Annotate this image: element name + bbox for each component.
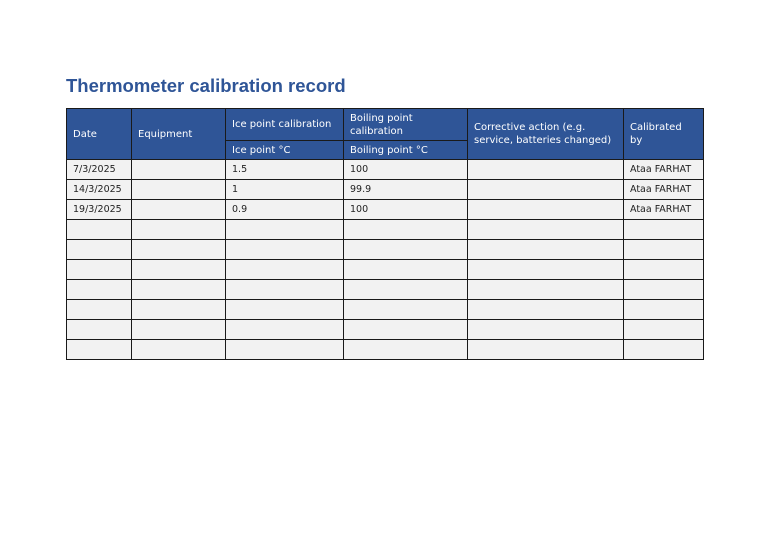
corrective-action-cell[interactable]	[468, 160, 624, 180]
date-cell[interactable]	[67, 240, 132, 260]
calibrated-by-cell[interactable]	[624, 280, 704, 300]
corrective-action-cell[interactable]	[468, 180, 624, 200]
date-cell[interactable]	[67, 320, 132, 340]
ice-point-cell[interactable]	[226, 260, 344, 280]
corrective-action-cell[interactable]	[468, 220, 624, 240]
ice-point-cell[interactable]: 1	[226, 180, 344, 200]
table-row	[67, 280, 704, 300]
header-corrective-action: Corrective action (e.g. service, batteries changed)	[468, 109, 624, 160]
boiling-point-cell[interactable]	[344, 320, 468, 340]
header-calibrated-by: Calibrated by	[624, 109, 704, 160]
equipment-cell[interactable]	[132, 300, 226, 320]
date-cell[interactable]	[67, 220, 132, 240]
ice-point-cell[interactable]	[226, 300, 344, 320]
date-cell[interactable]	[67, 280, 132, 300]
header-row	[67, 109, 704, 141]
table-row	[67, 260, 704, 280]
table-row	[67, 180, 704, 200]
table-row	[67, 220, 704, 240]
header-ice-point-group: Ice point calibration	[226, 109, 344, 141]
calibrated-by-cell[interactable]	[624, 240, 704, 260]
corrective-action-cell[interactable]	[468, 200, 624, 220]
equipment-cell[interactable]	[132, 260, 226, 280]
table-body	[67, 160, 704, 360]
table-header	[67, 109, 704, 160]
page-title: Thermometer calibration record	[66, 75, 346, 96]
table-row	[67, 340, 704, 360]
equipment-cell[interactable]	[132, 180, 226, 200]
date-cell[interactable]: 14/3/2025	[67, 180, 132, 200]
equipment-cell[interactable]	[132, 160, 226, 180]
ice-point-cell[interactable]	[226, 220, 344, 240]
calibrated-by-cell[interactable]	[624, 220, 704, 240]
table-row	[67, 300, 704, 320]
equipment-cell[interactable]	[132, 240, 226, 260]
boiling-point-cell[interactable]	[344, 260, 468, 280]
equipment-cell[interactable]	[132, 200, 226, 220]
header-date: Date	[67, 109, 132, 160]
boiling-point-cell[interactable]: 99.9	[344, 180, 468, 200]
table-row	[67, 200, 704, 220]
header-boiling-point-group: Boiling point calibration	[344, 109, 468, 141]
table-row	[67, 160, 704, 180]
header-boiling-point-celsius: Boiling point °C	[344, 141, 468, 160]
corrective-action-cell[interactable]	[468, 300, 624, 320]
ice-point-cell[interactable]	[226, 340, 344, 360]
ice-point-cell[interactable]: 1.5	[226, 160, 344, 180]
header-equipment: Equipment	[132, 109, 226, 160]
boiling-point-cell[interactable]	[344, 340, 468, 360]
boiling-point-cell[interactable]	[344, 280, 468, 300]
corrective-action-cell[interactable]	[468, 240, 624, 260]
boiling-point-cell[interactable]	[344, 220, 468, 240]
header-ice-point-celsius: Ice point °C	[226, 141, 344, 160]
calibrated-by-cell[interactable]: Ataa FARHAT	[624, 160, 704, 180]
date-cell[interactable]: 19/3/2025	[67, 200, 132, 220]
table-row	[67, 320, 704, 340]
boiling-point-cell[interactable]: 100	[344, 200, 468, 220]
ice-point-cell[interactable]	[226, 320, 344, 340]
boiling-point-cell[interactable]	[344, 300, 468, 320]
calibrated-by-cell[interactable]	[624, 260, 704, 280]
ice-point-cell[interactable]: 0.9	[226, 200, 344, 220]
calibrated-by-cell[interactable]	[624, 340, 704, 360]
date-cell[interactable]: 7/3/2025	[67, 160, 132, 180]
calibrated-by-cell[interactable]: Ataa FARHAT	[624, 200, 704, 220]
equipment-cell[interactable]	[132, 280, 226, 300]
corrective-action-cell[interactable]	[468, 260, 624, 280]
equipment-cell[interactable]	[132, 340, 226, 360]
corrective-action-cell[interactable]	[468, 340, 624, 360]
calibrated-by-cell[interactable]	[624, 320, 704, 340]
date-cell[interactable]	[67, 300, 132, 320]
boiling-point-cell[interactable]: 100	[344, 160, 468, 180]
ice-point-cell[interactable]	[226, 240, 344, 260]
boiling-point-cell[interactable]	[344, 240, 468, 260]
calibrated-by-cell[interactable]: Ataa FARHAT	[624, 180, 704, 200]
table-row	[67, 240, 704, 260]
calibrated-by-cell[interactable]	[624, 300, 704, 320]
date-cell[interactable]	[67, 340, 132, 360]
corrective-action-cell[interactable]	[468, 280, 624, 300]
calibration-table	[66, 108, 704, 360]
corrective-action-cell[interactable]	[468, 320, 624, 340]
equipment-cell[interactable]	[132, 220, 226, 240]
ice-point-cell[interactable]	[226, 280, 344, 300]
equipment-cell[interactable]	[132, 320, 226, 340]
date-cell[interactable]	[67, 260, 132, 280]
